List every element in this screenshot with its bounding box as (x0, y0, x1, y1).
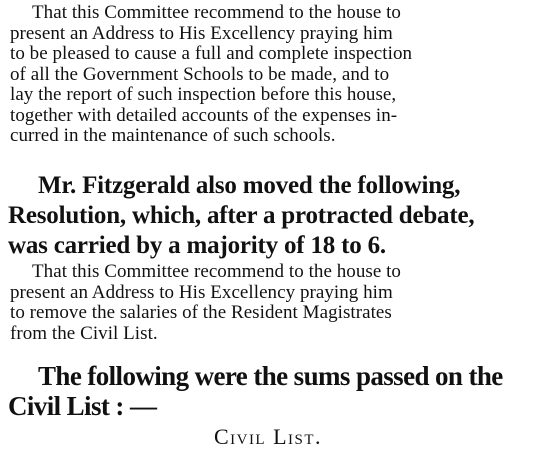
resolution-inspection-line: That this Committee recommend to the house to (32, 3, 401, 23)
resolution-inspection-line: present an Address to His Excellency praying him (10, 23, 393, 44)
motion-line: was carried by a majority of 18 to 6. (8, 232, 386, 259)
resolution-inspection-line: together with detailed accounts of the expenses in- (10, 105, 398, 126)
sums-line: Civil List : — (8, 391, 157, 421)
motion-paragraph (8, 171, 532, 261)
resolution-salaries-paragraph (10, 262, 530, 344)
motion-line: Mr. Fitzgerald also moved the following, (38, 172, 461, 199)
sums-line: The following were the sums passed on the (38, 361, 503, 391)
resolution-inspection-paragraph (10, 3, 530, 147)
resolution-inspection-line: of all the Government Schools to be made, and to (10, 64, 390, 85)
resolution-inspection-line: to be pleased to cause a full and complete inspection (10, 44, 413, 64)
resolution-inspection-line: lay the report of such inspection before this house, (10, 85, 397, 105)
motion-line: Resolution, which, after a protracted debate, (8, 202, 475, 229)
civil-list-heading: Civil List. (213, 424, 323, 449)
resolution-salaries-line: to remove the salaries of the Resident Magistrates (10, 303, 392, 323)
resolution-salaries-line: from the Civil List. (10, 323, 158, 344)
resolution-inspection-line: curred in the maintenance of such schools. (10, 126, 336, 146)
resolution-salaries-line: present an Address to His Excellency praying him (10, 282, 393, 303)
resolution-salaries-line: That this Committee recommend to the house to (32, 262, 401, 282)
sums-paragraph (8, 361, 532, 421)
